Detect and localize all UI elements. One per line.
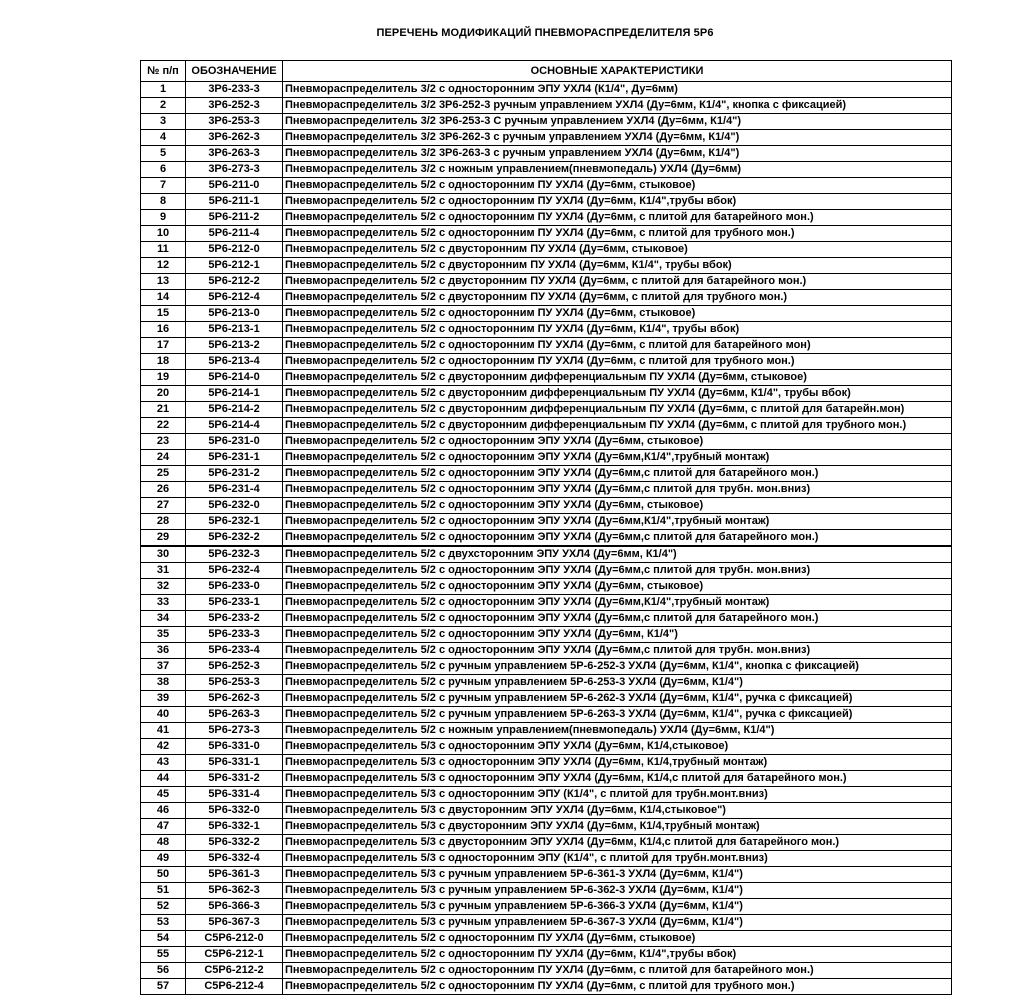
row-number: 49	[141, 851, 186, 867]
row-number: 17	[141, 338, 186, 354]
row-number: 20	[141, 386, 186, 402]
row-code: 5Р6-253-3	[186, 675, 283, 691]
row-code: 5Р6-231-2	[186, 466, 283, 482]
table-row	[141, 242, 952, 258]
table-row	[141, 707, 952, 723]
table-row	[141, 114, 952, 130]
table-row	[141, 370, 952, 386]
table-row	[141, 274, 952, 290]
row-number: 5	[141, 146, 186, 162]
table-row	[141, 338, 952, 354]
row-number: 7	[141, 178, 186, 194]
row-number: 26	[141, 482, 186, 498]
row-code: 5Р6-211-0	[186, 178, 283, 194]
table-row	[141, 627, 952, 643]
row-description: Пневмораспределитель 5/3 с ручным управлением 5Р-6-361-3 УХЛ4 (Ду=6мм, К1/4")	[283, 867, 952, 883]
row-number: 12	[141, 258, 186, 274]
row-description: Пневмораспределитель 5/2 с двусторонним дифференциальным ПУ УХЛ4 (Ду=6мм, К1/4", трубы вбок)	[283, 386, 952, 402]
column-header-number: № п/п	[141, 61, 186, 82]
table-row	[141, 851, 952, 867]
row-description: Пневмораспределитель 5/2 с односторонним ЭПУ УХЛ4 (Ду=6мм, стыковое)	[283, 434, 952, 450]
row-code: 5Р6-252-3	[186, 659, 283, 675]
row-code: 5Р6-273-3	[186, 723, 283, 739]
row-code: 3Р6-233-3	[186, 82, 283, 98]
table-row	[141, 530, 952, 546]
row-code: 5Р6-361-3	[186, 867, 283, 883]
row-number: 30	[141, 547, 186, 563]
table-row	[141, 835, 952, 851]
table-row	[141, 723, 952, 739]
row-number: 27	[141, 498, 186, 514]
row-description: Пневмораспределитель 3/2 с односторонним ЭПУ УХЛ4 (К1/4", Ду=6мм)	[283, 82, 952, 98]
table-row	[141, 450, 952, 466]
table-row	[141, 739, 952, 755]
row-code: 5Р6-331-2	[186, 771, 283, 787]
table-row	[141, 755, 952, 771]
row-number: 41	[141, 723, 186, 739]
row-number: 47	[141, 819, 186, 835]
row-number: 29	[141, 530, 186, 546]
row-code: 5Р6-232-0	[186, 498, 283, 514]
row-description: Пневмораспределитель 5/2 с двусторонним ПУ УХЛ4 (Ду=6мм, К1/4", трубы вбок)	[283, 258, 952, 274]
row-code: 5Р6-213-2	[186, 338, 283, 354]
table-row	[141, 803, 952, 819]
row-description: Пневмораспределитель 5/2 с односторонним ПУ УХЛ4 (Ду=6мм, с плитой для батарейного мон.)	[283, 210, 952, 226]
row-description: Пневмораспределитель 5/3 с односторонним ЭПУ (К1/4", с плитой для трубн.монт.вниз)	[283, 851, 952, 867]
row-description: Пневмораспределитель 5/2 с односторонним ПУ УХЛ4 (Ду=6мм, стыковое)	[283, 931, 952, 947]
row-number: 18	[141, 354, 186, 370]
table-row	[141, 82, 952, 98]
table-row	[141, 258, 952, 274]
row-code: 5Р6-366-3	[186, 899, 283, 915]
row-code: 3Р6-273-3	[186, 162, 283, 178]
table-row	[141, 675, 952, 691]
row-number: 11	[141, 242, 186, 258]
table-row	[141, 146, 952, 162]
table-row	[141, 498, 952, 514]
table-row	[141, 322, 952, 338]
table-row	[141, 771, 952, 787]
row-number: 24	[141, 450, 186, 466]
row-description: Пневмораспределитель 3/2 3Р6-263-3 с ручным управлением УХЛ4 (Ду=6мм, К1/4")	[283, 146, 952, 162]
row-code: 5Р6-214-2	[186, 402, 283, 418]
row-description: Пневмораспределитель 5/2 с односторонним ПУ УХЛ4 (Ду=6мм, с плитой для трубного мон.)	[283, 354, 952, 370]
row-number: 45	[141, 787, 186, 803]
row-code: 5Р6-214-4	[186, 418, 283, 434]
table-row	[141, 354, 952, 370]
table-row	[141, 915, 952, 931]
row-description: Пневмораспределитель 3/2 3Р6-262-3 с ручным управлением УХЛ4 (Ду=6мм, К1/4")	[283, 130, 952, 146]
table-row	[141, 226, 952, 242]
table-header-row	[141, 61, 952, 82]
row-code: 5Р6-332-2	[186, 835, 283, 851]
table-row	[141, 883, 952, 899]
row-number: 23	[141, 434, 186, 450]
row-description: Пневмораспределитель 5/2 с двусторонним дифференциальным ПУ УХЛ4 (Ду=6мм, с плитой для трубного мон.)	[283, 418, 952, 434]
row-code: 5Р6-232-2	[186, 530, 283, 546]
row-code: 5Р6-232-3	[186, 547, 283, 563]
row-code: 3Р6-262-3	[186, 130, 283, 146]
row-number: 38	[141, 675, 186, 691]
table-row	[141, 434, 952, 450]
row-code: 5Р6-233-1	[186, 595, 283, 611]
row-description: Пневмораспределитель 5/2 с односторонним ЭПУ УХЛ4 (Ду=6мм, стыковое)	[283, 498, 952, 514]
row-code: С5Р6-212-0	[186, 931, 283, 947]
row-code: 5Р6-232-1	[186, 514, 283, 530]
table-row	[141, 162, 952, 178]
table-row	[141, 402, 952, 418]
row-description: Пневмораспределитель 3/2 с ножным управлением(пневмопедаль) УХЛ4 (Ду=6мм)	[283, 162, 952, 178]
row-code: 5Р6-233-0	[186, 579, 283, 595]
row-number: 36	[141, 643, 186, 659]
table-row	[141, 418, 952, 434]
row-description: Пневмораспределитель 5/2 с ручным управлением 5Р-6-262-3 УХЛ4 (Ду=6мм, К1/4", ручка с фиксацией)	[283, 691, 952, 707]
table-row	[141, 579, 952, 595]
table-row	[141, 482, 952, 498]
row-description: Пневмораспределитель 5/2 с ножным управлением(пневмопедаль) УХЛ4 (Ду=6мм, К1/4")	[283, 723, 952, 739]
row-number: 4	[141, 130, 186, 146]
row-code: 5Р6-332-0	[186, 803, 283, 819]
table-row	[141, 611, 952, 627]
row-description: Пневмораспределитель 3/2 3Р6-252-3 ручным управлением УХЛ4 (Ду=6мм, К1/4", кнопка с фиксацией)	[283, 98, 952, 114]
row-number: 2	[141, 98, 186, 114]
modifications-table-bottom	[140, 546, 952, 995]
row-number: 21	[141, 402, 186, 418]
row-number: 57	[141, 979, 186, 995]
row-description: Пневмораспределитель 5/2 с ручным управлением 5Р-6-263-3 УХЛ4 (Ду=6мм, К1/4", ручка с фиксацией)	[283, 707, 952, 723]
table-row	[141, 595, 952, 611]
row-description: Пневмораспределитель 5/2 с односторонним ЭПУ УХЛ4 (Ду=6мм,с плитой для трубн. мон.вниз)	[283, 482, 952, 498]
row-code: 5Р6-263-3	[186, 707, 283, 723]
row-code: 5Р6-212-2	[186, 274, 283, 290]
table-row	[141, 386, 952, 402]
row-description: Пневмораспределитель 5/2 с ручным управлением 5Р-6-252-3 УХЛ4 (Ду=6мм, К1/4", кнопка с фиксацией)	[283, 659, 952, 675]
row-description: Пневмораспределитель 5/3 с односторонним ЭПУ УХЛ4 (Ду=6мм, К1/4,с плитой для батарейного мон.)	[283, 771, 952, 787]
row-description: Пневмораспределитель 5/2 с односторонним ЭПУ УХЛ4 (Ду=6мм,К1/4",трубный монтаж)	[283, 450, 952, 466]
row-number: 14	[141, 290, 186, 306]
row-code: 5Р6-231-1	[186, 450, 283, 466]
row-number: 25	[141, 466, 186, 482]
row-code: 3Р6-253-3	[186, 114, 283, 130]
row-description: Пневмораспределитель 5/2 с односторонним ЭПУ УХЛ4 (Ду=6мм,с плитой для батарейного мон.)	[283, 530, 952, 546]
table-row	[141, 306, 952, 322]
table-row	[141, 466, 952, 482]
row-number: 51	[141, 883, 186, 899]
row-description: Пневмораспределитель 5/2 с односторонним ПУ УХЛ4 (Ду=6мм, К1/4", трубы вбок)	[283, 322, 952, 338]
row-number: 1	[141, 82, 186, 98]
row-code: 5Р6-212-0	[186, 242, 283, 258]
row-number: 9	[141, 210, 186, 226]
row-number: 32	[141, 579, 186, 595]
row-code: 5Р6-211-1	[186, 194, 283, 210]
row-description: Пневмораспределитель 5/3 с односторонним ЭПУ УХЛ4 (Ду=6мм, К1/4,стыковое)	[283, 739, 952, 755]
table-row	[141, 130, 952, 146]
row-description: Пневмораспределитель 3/2 3Р6-253-3 С ручным управлением УХЛ4 (Ду=6мм, К1/4")	[283, 114, 952, 130]
row-number: 15	[141, 306, 186, 322]
row-number: 43	[141, 755, 186, 771]
row-description: Пневмораспределитель 5/2 с односторонним ПУ УХЛ4 (Ду=6мм, стыковое)	[283, 306, 952, 322]
row-description: Пневмораспределитель 5/2 с односторонним ЭПУ УХЛ4 (Ду=6мм,с плитой для батарейного мон.)	[283, 466, 952, 482]
row-number: 3	[141, 114, 186, 130]
table-row	[141, 787, 952, 803]
page-title: ПЕРЕЧЕНЬ МОДИФИКАЦИЙ ПНЕВМОРАСПРЕДЕЛИТЕЛЯ 5Р6	[376, 27, 714, 39]
row-number: 22	[141, 418, 186, 434]
row-code: 5Р6-231-0	[186, 434, 283, 450]
row-code: 5Р6-214-1	[186, 386, 283, 402]
row-code: 5Р6-233-4	[186, 643, 283, 659]
row-code: 5Р6-213-4	[186, 354, 283, 370]
table-row	[141, 210, 952, 226]
row-description: Пневмораспределитель 5/2 с двусторонним ПУ УХЛ4 (Ду=6мм, с плитой для батарейного мон.)	[283, 274, 952, 290]
row-description: Пневмораспределитель 5/2 с двусторонним дифференциальным ПУ УХЛ4 (Ду=6мм, стыковое)	[283, 370, 952, 386]
row-number: 31	[141, 563, 186, 579]
row-description: Пневмораспределитель 5/3 с двусторонним ЭПУ УХЛ4 (Ду=6мм, К1/4,с плитой для батарейного мон.)	[283, 835, 952, 851]
row-code: 5Р6-331-0	[186, 739, 283, 755]
row-description: Пневмораспределитель 5/3 с односторонним ЭПУ (К1/4", с плитой для трубн.монт.вниз)	[283, 787, 952, 803]
row-code: С5Р6-212-1	[186, 947, 283, 963]
row-code: 5Р6-367-3	[186, 915, 283, 931]
row-number: 10	[141, 226, 186, 242]
row-number: 39	[141, 691, 186, 707]
table-row	[141, 563, 952, 579]
modifications-table-top	[140, 60, 952, 546]
row-description: Пневмораспределитель 5/2 с односторонним ПУ УХЛ4 (Ду=6мм, с плитой для батарейного мон)	[283, 338, 952, 354]
row-description: Пневмораспределитель 5/3 с односторонним ЭПУ УХЛ4 (Ду=6мм, К1/4,трубный монтаж)	[283, 755, 952, 771]
row-code: 5Р6-212-1	[186, 258, 283, 274]
table-row	[141, 691, 952, 707]
row-number: 55	[141, 947, 186, 963]
row-number: 28	[141, 514, 186, 530]
row-code: 5Р6-232-4	[186, 563, 283, 579]
row-number: 34	[141, 611, 186, 627]
row-description: Пневмораспределитель 5/2 с односторонним ЭПУ УХЛ4 (Ду=6мм,К1/4",трубный монтаж)	[283, 595, 952, 611]
row-description: Пневмораспределитель 5/2 с односторонним ЭПУ УХЛ4 (Ду=6мм,с плитой для батарейного мон.)	[283, 611, 952, 627]
table-row	[141, 819, 952, 835]
row-code: 5Р6-332-4	[186, 851, 283, 867]
table-row	[141, 947, 952, 963]
row-description: Пневмораспределитель 5/2 с односторонним ПУ УХЛ4 (Ду=6мм, с плитой для трубного мон.)	[283, 226, 952, 242]
row-number: 8	[141, 194, 186, 210]
row-description: Пневмораспределитель 5/3 с двусторонним ЭПУ УХЛ4 (Ду=6мм, К1/4,трубный монтаж)	[283, 819, 952, 835]
row-number: 40	[141, 707, 186, 723]
table-row	[141, 290, 952, 306]
row-description: Пневмораспределитель 5/2 с двусторонним ПУ УХЛ4 (Ду=6мм, стыковое)	[283, 242, 952, 258]
row-number: 19	[141, 370, 186, 386]
row-description: Пневмораспределитель 5/2 с односторонним ЭПУ УХЛ4 (Ду=6мм,К1/4",трубный монтаж)	[283, 514, 952, 530]
row-description: Пневмораспределитель 5/2 с односторонним ПУ УХЛ4 (Ду=6мм, с плитой для батарейного мон.)	[283, 963, 952, 979]
row-code: 5Р6-231-4	[186, 482, 283, 498]
row-description: Пневмораспределитель 5/2 с односторонним ПУ УХЛ4 (Ду=6мм, К1/4",трубы вбок)	[283, 194, 952, 210]
row-description: Пневмораспределитель 5/2 с односторонним ЭПУ УХЛ4 (Ду=6мм, стыковое)	[283, 579, 952, 595]
row-number: 35	[141, 627, 186, 643]
row-code: 5Р6-211-4	[186, 226, 283, 242]
row-description: Пневмораспределитель 5/2 с двусторонним дифференциальным ПУ УХЛ4 (Ду=6мм, с плитой для батарейн.мон)	[283, 402, 952, 418]
column-header-code: ОБОЗНАЧЕНИЕ	[186, 61, 283, 82]
row-description: Пневмораспределитель 5/3 с ручным управлением 5Р-6-362-3 УХЛ4 (Ду=6мм, К1/4")	[283, 883, 952, 899]
row-code: 3Р6-263-3	[186, 146, 283, 162]
row-code: 3Р6-252-3	[186, 98, 283, 114]
row-code: 5Р6-362-3	[186, 883, 283, 899]
row-description: Пневмораспределитель 5/3 с двусторонним ЭПУ УХЛ4 (Ду=6мм, К1/4,стыковое")	[283, 803, 952, 819]
row-code: 5Р6-213-1	[186, 322, 283, 338]
row-code: 5Р6-331-4	[186, 787, 283, 803]
table-row	[141, 963, 952, 979]
table-row	[141, 659, 952, 675]
row-number: 42	[141, 739, 186, 755]
row-number: 44	[141, 771, 186, 787]
row-description: Пневмораспределитель 5/2 с односторонним ПУ УХЛ4 (Ду=6мм, К1/4",трубы вбок)	[283, 947, 952, 963]
table-row	[141, 979, 952, 995]
row-number: 13	[141, 274, 186, 290]
row-number: 33	[141, 595, 186, 611]
row-number: 16	[141, 322, 186, 338]
row-code: С5Р6-212-2	[186, 963, 283, 979]
table-row	[141, 643, 952, 659]
column-header-description: ОСНОВНЫЕ ХАРАКТЕРИСТИКИ	[283, 61, 952, 82]
row-number: 52	[141, 899, 186, 915]
row-code: 5Р6-332-1	[186, 819, 283, 835]
row-number: 54	[141, 931, 186, 947]
row-number: 46	[141, 803, 186, 819]
row-number: 50	[141, 867, 186, 883]
row-description: Пневмораспределитель 5/2 с односторонним ЭПУ УХЛ4 (Ду=6мм,с плитой для трубн. мон.вниз)	[283, 643, 952, 659]
row-number: 48	[141, 835, 186, 851]
row-code: 5Р6-331-1	[186, 755, 283, 771]
row-description: Пневмораспределитель 5/2 с односторонним ЭПУ УХЛ4 (Ду=6мм, К1/4")	[283, 627, 952, 643]
table-row	[141, 514, 952, 530]
row-code: 5Р6-211-2	[186, 210, 283, 226]
table-row	[141, 178, 952, 194]
row-number: 56	[141, 963, 186, 979]
row-description: Пневмораспределитель 5/3 с ручным управлением 5Р-6-367-3 УХЛ4 (Ду=6мм, К1/4")	[283, 915, 952, 931]
row-code: 5Р6-233-2	[186, 611, 283, 627]
row-number: 37	[141, 659, 186, 675]
row-code: 5Р6-233-3	[186, 627, 283, 643]
row-description: Пневмораспределитель 5/2 с двухсторонним ЭПУ УХЛ4 (Ду=6мм, К1/4")	[283, 547, 952, 563]
row-code: 5Р6-262-3	[186, 691, 283, 707]
row-description: Пневмораспределитель 5/2 с двусторонним ПУ УХЛ4 (Ду=6мм, с плитой для трубного мон.)	[283, 290, 952, 306]
table-row	[141, 194, 952, 210]
table-row	[141, 547, 952, 563]
table-row	[141, 931, 952, 947]
row-code: 5Р6-212-4	[186, 290, 283, 306]
row-description: Пневмораспределитель 5/3 с ручным управлением 5Р-6-366-3 УХЛ4 (Ду=6мм, К1/4")	[283, 899, 952, 915]
row-number: 6	[141, 162, 186, 178]
row-code: 5Р6-214-0	[186, 370, 283, 386]
row-number: 53	[141, 915, 186, 931]
row-description: Пневмораспределитель 5/2 с односторонним ЭПУ УХЛ4 (Ду=6мм,с плитой для трубн. мон.вниз)	[283, 563, 952, 579]
table-row	[141, 98, 952, 114]
row-description: Пневмораспределитель 5/2 с односторонним ПУ УХЛ4 (Ду=6мм, стыковое)	[283, 178, 952, 194]
row-description: Пневмораспределитель 5/2 с ручным управлением 5Р-6-253-3 УХЛ4 (Ду=6мм, К1/4")	[283, 675, 952, 691]
row-code: 5Р6-213-0	[186, 306, 283, 322]
table-row	[141, 899, 952, 915]
table-row	[141, 867, 952, 883]
row-code: С5Р6-212-4	[186, 979, 283, 995]
row-description: Пневмораспределитель 5/2 с односторонним ПУ УХЛ4 (Ду=6мм, с плитой для трубного мон.)	[283, 979, 952, 995]
